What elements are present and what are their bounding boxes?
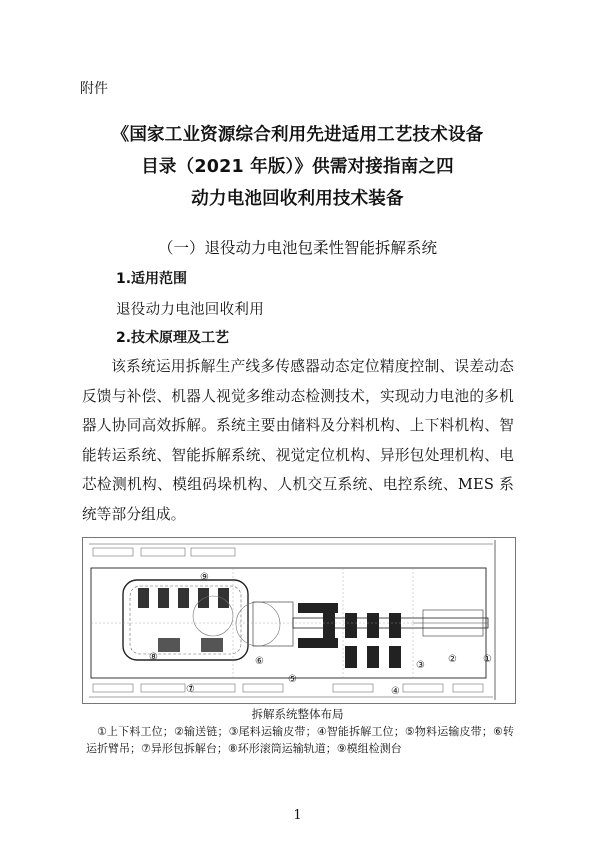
document-title-line-2: 目录（2021 年版）》供需对接指南之四 — [141, 157, 454, 177]
system-layout-diagram — [82, 537, 516, 704]
marker-3: ③ — [416, 660, 425, 671]
attachment-label: 附件 — [80, 81, 108, 97]
scope-text: 退役动力电池回收利用 — [116, 302, 264, 318]
page-number: 1 — [293, 808, 302, 823]
figure-caption: 拆解系统整体布局 — [251, 707, 344, 721]
document-title-line-3: 动力电池回收利用技术装备 — [191, 189, 404, 209]
document-title-line-1: 《国家工业资源综合利用先进适用工艺技术设备 — [111, 125, 484, 145]
marker-8: ⑧ — [149, 652, 158, 663]
section-heading: （一）退役动力电池包柔性智能拆解系统 — [157, 239, 437, 257]
layout-drawing — [83, 538, 515, 703]
principle-paragraph: 该系统运用拆解生产线多传感器动态定位精度控制、误差动态反馈与补偿、机器人视觉多维动态检测技术，实现动力电池的多机器人协同高效拆解。系统主要由储料及分料机构、上下料机构、智能转运系统、智能拆解系统、视觉定位机构、异形包处理机构、电芯检测机构、模组码垛机构、人机交互系统、电控系统、MES 系统等部分组成。 — [82, 358, 514, 523]
marker-2: ② — [448, 654, 457, 665]
principle-heading: 2.技术原理及工艺 — [116, 330, 230, 346]
figure-legend: ①上下料工位；②输送链；③尾料运输皮带；④智能拆解工位；⑤物料运输皮带；⑥转运折臂吊；⑦异形包拆解台；⑧环形滚筒运输轨道；⑨模组检测台 — [86, 725, 514, 755]
marker-6: ⑥ — [255, 656, 264, 667]
marker-7: ⑦ — [186, 684, 195, 695]
scope-heading: 1.适用范围 — [116, 271, 188, 287]
marker-1: ① — [483, 654, 492, 665]
marker-5: ⑤ — [288, 674, 297, 685]
marker-9: ⑨ — [200, 572, 209, 583]
marker-4: ④ — [391, 686, 400, 697]
